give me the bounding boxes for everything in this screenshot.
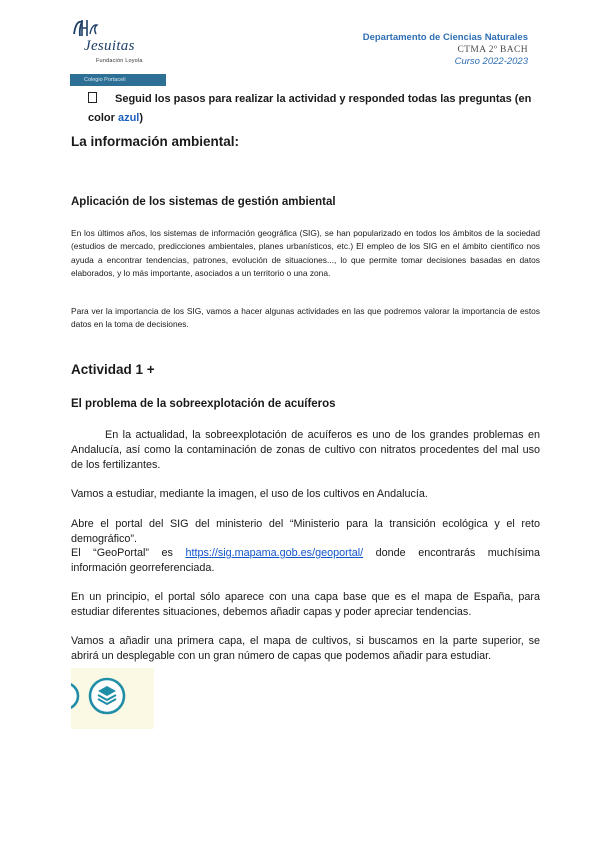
body-paragraph-4: [71, 546, 540, 576]
body-paragraph-6: Vamos a añadir una primera capa, el mapa de cultivos, si buscamos en la parte superior, se abrirá un desplegable con un gran número de capas que podemos añadir para estudiar.: [71, 635, 540, 662]
activity-heading: Actividad 1 +: [71, 362, 155, 377]
application-paragraph-2: Para ver la importancia de los SIG, vamos a hacer algunas actividades en las que podremos valorar la importancia de estos datos en la toma de decisiones.: [71, 306, 540, 330]
department-header: [363, 32, 528, 68]
geoportal-link[interactable]: https://sig.mapama.gob.es/geoportal/: [185, 547, 364, 559]
application-heading: Aplicación de los sistemas de gestión ambiental: [71, 196, 336, 208]
department-name: Departamento de Ciencias Naturales: [362, 32, 528, 43]
geoportal-text-after: donde encontrarás muchísima información georreferenciada.: [71, 547, 540, 574]
problem-heading: El problema de la sobreexplotación de acuíferos: [71, 398, 336, 410]
body-paragraph-1: En la actualidad, la sobreexplotación de acuíferos es uno de los grandes problemas en Andalucía, así como la contaminación de zonas de cultivo con nitratos procedentes del mal uso de los fertilizantes.: [71, 429, 540, 471]
layers-icon: [90, 679, 124, 713]
layers-button-screenshot: [71, 668, 154, 729]
body-paragraph-3: Abre el portal del SIG del ministerio del “Ministerio para la transición ecológica y el reto demográfico”.: [71, 518, 540, 545]
logo-wordmark: Jesuitas: [84, 38, 135, 54]
logo-subtitle: Fundación Loyola: [96, 58, 143, 64]
instruction-text: Seguid los pasos para realizar la actividad y responded todas las preguntas (en color: [88, 93, 532, 124]
school-logo: [70, 16, 166, 83]
application-paragraph-1: En los últimos años, los sistemas de información geográfica (SIG), se han popularizado en todos los ámbitos de la sociedad (estudios de mercado, predicciones ambientales, planes urbanísticos, etc.) El empleo de los SIG en el ámbito científico nos ayuda a encontrar tendencias, patrones, evolución de situaciones..., lo que permite tomar decisiones basadas en datos elaborados, y lo más importante, asociados a un territorio o una zona.: [71, 228, 540, 278]
instruction-highlight: azul: [117, 112, 140, 124]
course-group: CTMA 2º BACH: [457, 45, 528, 55]
instruction: [88, 90, 558, 128]
instruction-close: ): [139, 112, 144, 124]
body-paragraph-2: Vamos a estudiar, mediante la imagen, el uso de los cultivos en Andalucía.: [71, 488, 428, 500]
geoportal-text-before: El “GeoPortal” es: [71, 547, 186, 559]
body-paragraph-5: En un principio, el portal sólo aparece con una capa base que es el mapa de España, para estudiar diferentes situaciones, debemos añadir capas y poder apreciar tendencias.: [71, 591, 540, 618]
logo-bar-text: Colegio Portaceli: [84, 77, 126, 83]
info-heading: La información ambiental:: [71, 134, 240, 149]
checkbox-bullet-icon: [88, 92, 97, 103]
school-year: Curso 2022-2023: [454, 56, 528, 67]
partial-tool-icon: [71, 683, 78, 709]
logo-bar: [70, 74, 166, 86]
